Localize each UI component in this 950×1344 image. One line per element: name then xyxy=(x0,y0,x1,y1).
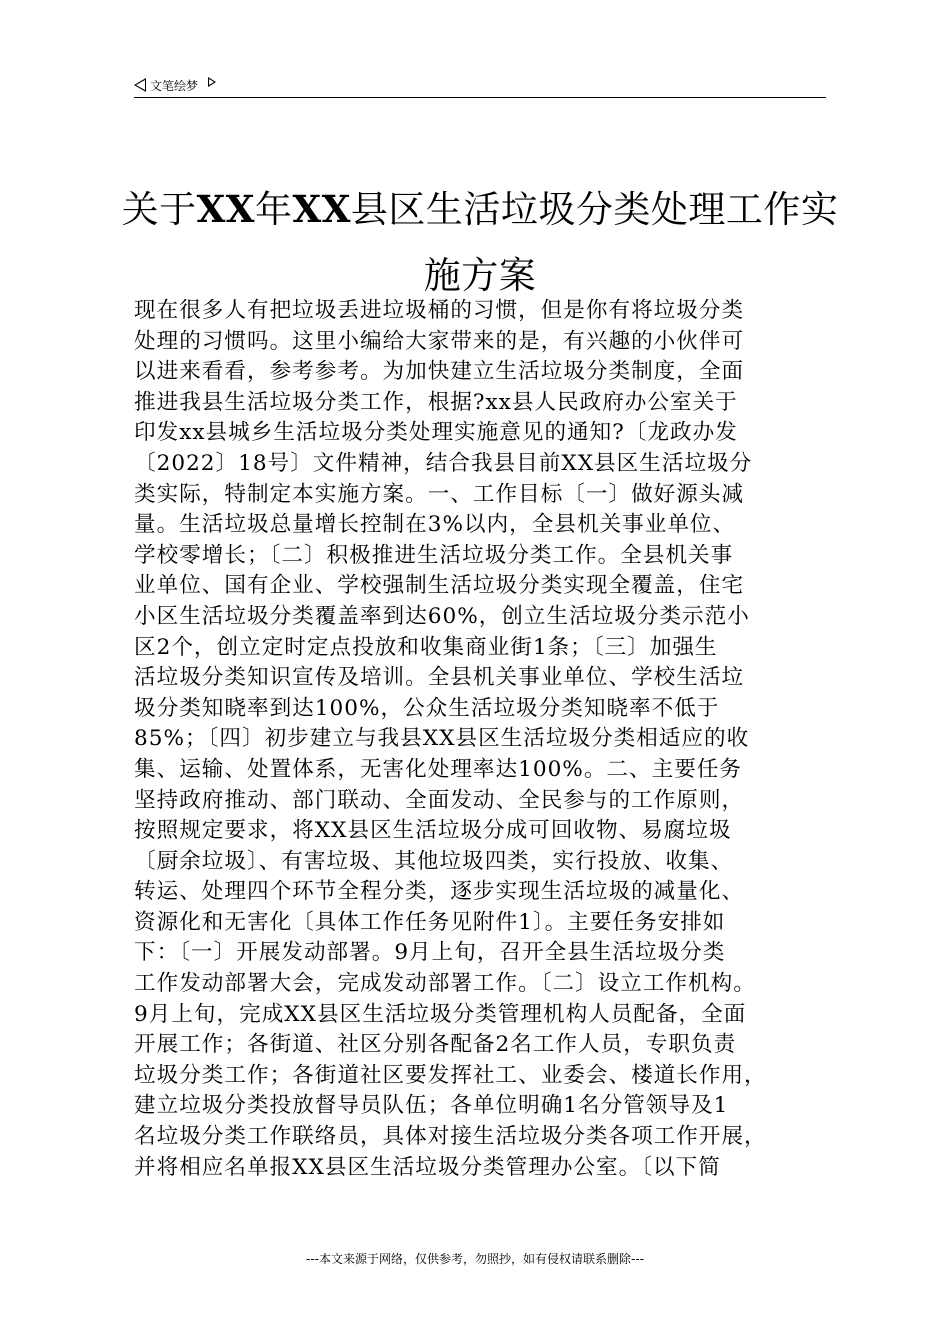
triangle-right-icon xyxy=(208,77,216,87)
body-line: 集、运输、处置体系，无害化处理率达100%。二、主要任务 xyxy=(134,756,742,782)
body-line: 并将相应名单报XX县区生活垃圾分类管理办公室。〔以下简 xyxy=(134,1154,721,1180)
body-line: 圾分类知晓率到达100%，公众生活垃圾分类知晓率不低于 xyxy=(134,695,720,721)
body-line: 量。生活垃圾总量增长控制在3%以内，全县机关事业单位、 xyxy=(134,512,736,538)
body-line: 小区生活垃圾分类覆盖率到达60%，创立生活垃圾分类示范小 xyxy=(134,603,750,629)
title-line-1: 关于XX年XX县区生活垃圾分类处理工作实 xyxy=(121,187,839,231)
document-body xyxy=(134,296,830,1183)
document-title xyxy=(120,176,840,309)
body-line: 活垃圾分类知识宣传及培训。全县机关事业单位、学校生活垃 xyxy=(134,665,745,691)
body-line: 推进我县生活垃圾分类工作，根据?xx县人民政府办公室关于 xyxy=(134,389,738,415)
body-line: 名垃圾分类工作联络员，具体对接生活垃圾分类各项工作开展， xyxy=(134,1124,767,1150)
body-line: 85%；〔四〕初步建立与我县XX县区生活垃圾分类相适应的收 xyxy=(134,726,750,752)
body-line: 9月上旬，完成XX县区生活垃圾分类管理机构人员配备，全面 xyxy=(134,1001,747,1027)
body-line: 垃圾分类工作；各街道社区要发挥社工、业委会、楼道长作用， xyxy=(134,1062,767,1088)
triangle-left-icon xyxy=(134,78,146,92)
body-line: 资源化和无害化〔具体工作任务见附件1〕。主要任务安排如 xyxy=(134,909,726,935)
body-line: 开展工作；各街道、社区分别各配备2名工作人员，专职负责 xyxy=(134,1032,737,1058)
body-line: 业单位、国有企业、学校强制生活垃圾分类实现全覆盖，住宅 xyxy=(134,573,745,599)
body-line: 〔厨余垃圾〕、有害垃圾、其他垃圾四类，实行投放、收集、 xyxy=(134,848,734,874)
body-line: 按照规定要求，将XX县区生活垃圾分成可回收物、易腐垃圾 xyxy=(134,818,732,844)
body-line: 印发xx县城乡生活垃圾分类处理实施意见的通知?〔龙政办发 xyxy=(134,420,738,446)
body-line: 工作发动部署大会，完成发动部署工作。〔二〕设立工作机构。 xyxy=(134,971,756,997)
header-divider xyxy=(134,97,826,98)
body-line: 下：〔一〕开展发动部署。9月上旬，召开全县生活垃圾分类 xyxy=(134,940,726,966)
body-line: 学校零增长；〔二〕积极推进生活垃圾分类工作。全县机关事 xyxy=(134,542,734,568)
body-line: 建立垃圾分类投放督导员队伍；各单位明确1名分管领导及1 xyxy=(134,1093,729,1119)
body-line: 以进来看看，参考参考。为加快建立生活垃圾分类制度，全面 xyxy=(134,359,745,385)
body-line: 转运、处理四个环节全程分类，逐步实现生活垃圾的减量化、 xyxy=(134,879,745,905)
page-footer: ---本文来源于网络，仅供参考，勿照抄，如有侵权请联系删除--- xyxy=(306,1252,644,1266)
body-line: 类实际，特制定本实施方案。一、工作目标〔一〕做好源头减 xyxy=(134,481,745,507)
body-line: 处理的习惯吗。这里小编给大家带来的是，有兴趣的小伙伴可 xyxy=(134,328,745,354)
body-line: 坚持政府推动、部门联动、全面发动、全民参与的工作原则， xyxy=(134,787,745,813)
body-line: 现在很多人有把垃圾丢进垃圾桶的习惯，但是你有将垃圾分类 xyxy=(134,298,745,323)
page-header xyxy=(134,74,216,96)
body-line: 区2个，创立定时定点投放和收集商业街1条；〔三〕加强生 xyxy=(134,634,718,660)
body-line: 〔2022〕18号〕文件精神，结合我县目前XX县区生活垃圾分 xyxy=(134,450,753,476)
title-line-2: 施方案 xyxy=(423,254,537,297)
header-brand: 文笔绘梦 xyxy=(150,78,199,93)
